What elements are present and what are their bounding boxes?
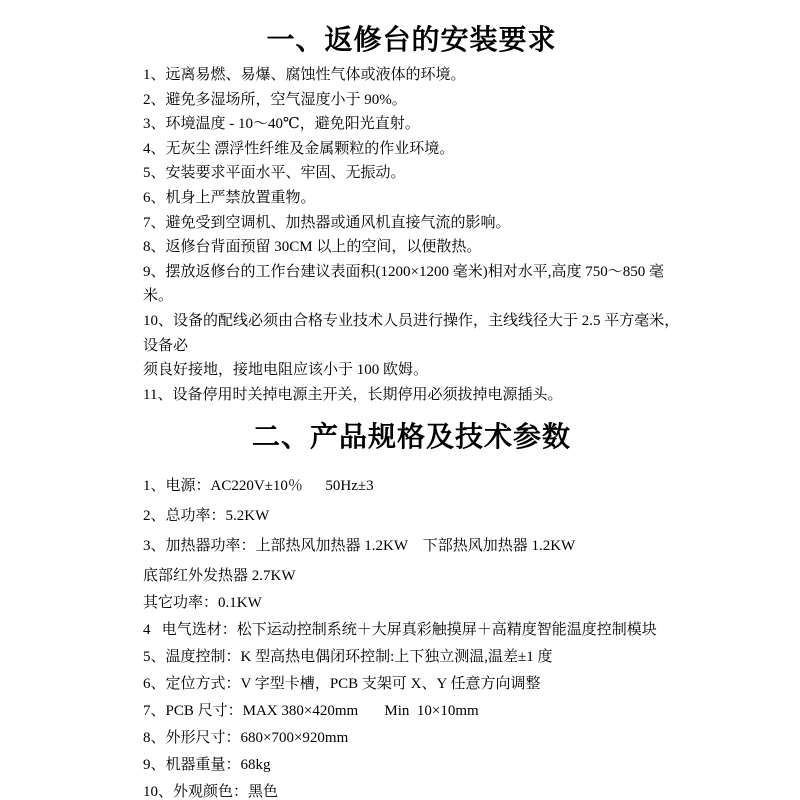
list-item: 6、定位方式：V 字型卡槽，PCB 支架可 X、Y 任意方向调整: [143, 676, 541, 693]
list-item: 3、加热器功率：上部热风加热器 1.2KW 下部热风加热器 1.2KW: [143, 538, 576, 555]
install-requirements-list: [143, 63, 680, 407]
list-item: 4 电气选材：松下运动控制系统＋大屏真彩触摸屏＋高精度智能温度控制模块: [143, 622, 657, 639]
list-item: 9、机器重量：68kg: [143, 757, 271, 774]
list-item: 3、环境温度 - 10～40℃，避免阳光直射。: [143, 116, 420, 133]
list-item: 9、摆放返修台的工作台建议表面积(1200×1200 毫米)相对水平,高度 750～850 毫米。: [143, 263, 664, 305]
list-item: 5、安装要求平面水平、牢固、无振动。: [143, 165, 406, 182]
list-item: 2、总功率：5.2KW: [143, 508, 270, 525]
list-item: 8、外形尺寸：680×700×920mm: [143, 730, 349, 747]
section-2-title: 二、产品规格及技术参数: [251, 422, 571, 454]
specs-list: [143, 473, 680, 800]
list-item: 7、避免受到空调机、加热器或通风机直接气流的影响。: [143, 214, 511, 231]
list-item-continuation: 底部红外发热器 2.7KW: [143, 568, 296, 585]
list-item: 2、避免多湿场所，空气湿度小于 90%。: [143, 91, 407, 108]
list-item: 10、设备的配线必须由合格专业技术人员进行操作，主线线径大于 2.5 平方毫米，设备必: [143, 312, 680, 354]
list-item: 10、外观颜色：黑色: [143, 784, 279, 800]
list-item: 5、温度控制：K 型高热电偶闭环控制:上下独立测温,温差±1 度: [143, 649, 553, 666]
list-item: 7、PCB 尺寸：MAX 380×420mm Min 10×10mm: [143, 703, 479, 720]
list-item: 4、无灰尘 漂浮性纤维及金属颗粒的作业环境。: [143, 140, 455, 157]
list-item: 8、返修台背面预留 30CM 以上的空间，以便散热。: [143, 239, 482, 256]
list-item: 11、设备停用时关掉电源主开关，长期停用必须拔掉电源插头。: [143, 386, 563, 403]
list-item-continuation: 其它功率：0.1KW: [143, 595, 262, 612]
list-item: 6、机身上严禁放置重物。: [143, 189, 316, 206]
list-item-continuation: 须良好接地，接地电阻应该小于 100 欧姆。: [143, 362, 429, 379]
list-item: 1、远离易燃、易爆、腐蚀性气体或液体的环境。: [143, 67, 466, 83]
list-item: 1、电源：AC220V±10％ 50Hz±3: [143, 478, 374, 495]
section-1-title: 一、返修台的安装要求: [266, 25, 557, 56]
